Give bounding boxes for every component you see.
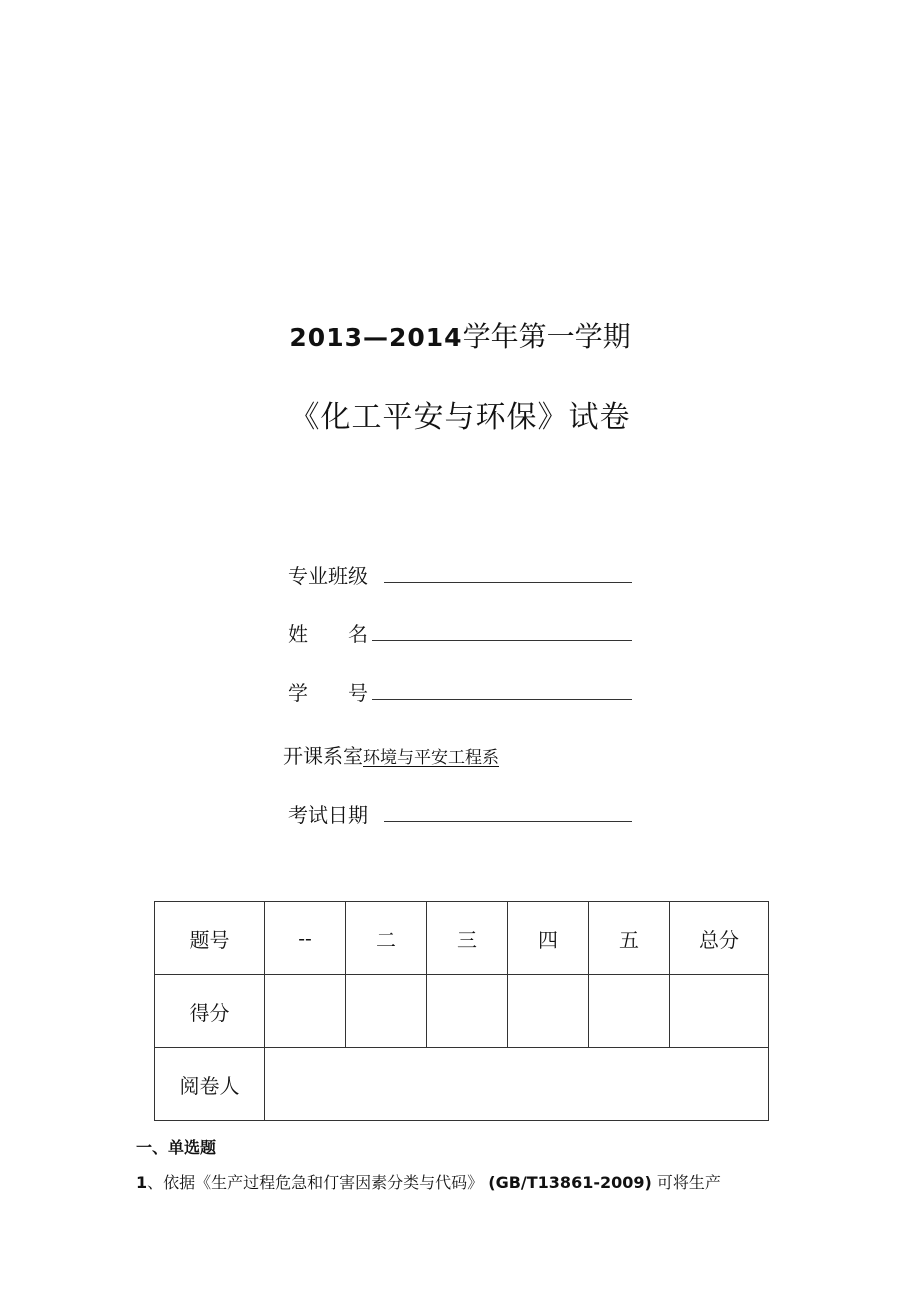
table-header-cell: 题号	[155, 902, 265, 975]
exam-date-blank[interactable]	[384, 821, 632, 822]
major-class-field	[288, 560, 368, 589]
score-table	[154, 901, 769, 1121]
exam-year-term-title	[0, 315, 920, 355]
grader-row	[155, 1048, 769, 1121]
table-header-cell: 五	[589, 902, 670, 975]
department-label: 开课系室	[283, 744, 363, 768]
question-1	[136, 1170, 721, 1193]
question-separator: 、	[147, 1173, 164, 1192]
student-id-label: 学 号	[288, 681, 368, 705]
table-header-cell: 三	[427, 902, 508, 975]
grader-row-label: 阅卷人	[155, 1048, 265, 1121]
table-header-cell: --	[265, 902, 346, 975]
score-cell[interactable]	[508, 975, 589, 1048]
question-number: 1	[136, 1173, 148, 1192]
question-number-row	[155, 902, 769, 975]
table-header-cell: 总分	[670, 902, 769, 975]
major-class-label: 专业班级	[288, 564, 368, 588]
exam-date-label: 考试日期	[288, 803, 368, 827]
exam-date-field	[288, 799, 368, 828]
score-cell[interactable]	[346, 975, 427, 1048]
question-text-end: 可将生产	[656, 1173, 721, 1192]
academic-year: 2013—2014	[289, 323, 463, 352]
section-title: 一、单选题	[136, 1138, 217, 1157]
term-label: 学年第一学期	[462, 320, 631, 353]
name-label: 姓 名	[288, 622, 368, 646]
score-row	[155, 975, 769, 1048]
score-cell[interactable]	[589, 975, 670, 1048]
name-blank[interactable]	[372, 640, 632, 641]
score-cell[interactable]	[265, 975, 346, 1048]
department-value: 环境与平安工程系	[363, 748, 499, 768]
name-field	[288, 618, 368, 647]
score-row-label: 得分	[155, 975, 265, 1048]
department-field	[283, 740, 499, 769]
student-id-blank[interactable]	[372, 699, 632, 700]
question-text-start: 依据《生产过程危急和仃害因素分类与代码》	[163, 1173, 484, 1192]
score-cell[interactable]	[427, 975, 508, 1048]
score-cell[interactable]	[670, 975, 769, 1048]
student-id-field	[288, 677, 368, 706]
table-header-cell: 二	[346, 902, 427, 975]
grader-cell[interactable]	[265, 1048, 769, 1121]
course-title: 《化工平安与环保》试卷	[289, 400, 631, 435]
major-class-blank[interactable]	[384, 582, 632, 583]
standard-code: (GB/T13861-2009)	[488, 1173, 652, 1192]
table-header-cell: 四	[508, 902, 589, 975]
